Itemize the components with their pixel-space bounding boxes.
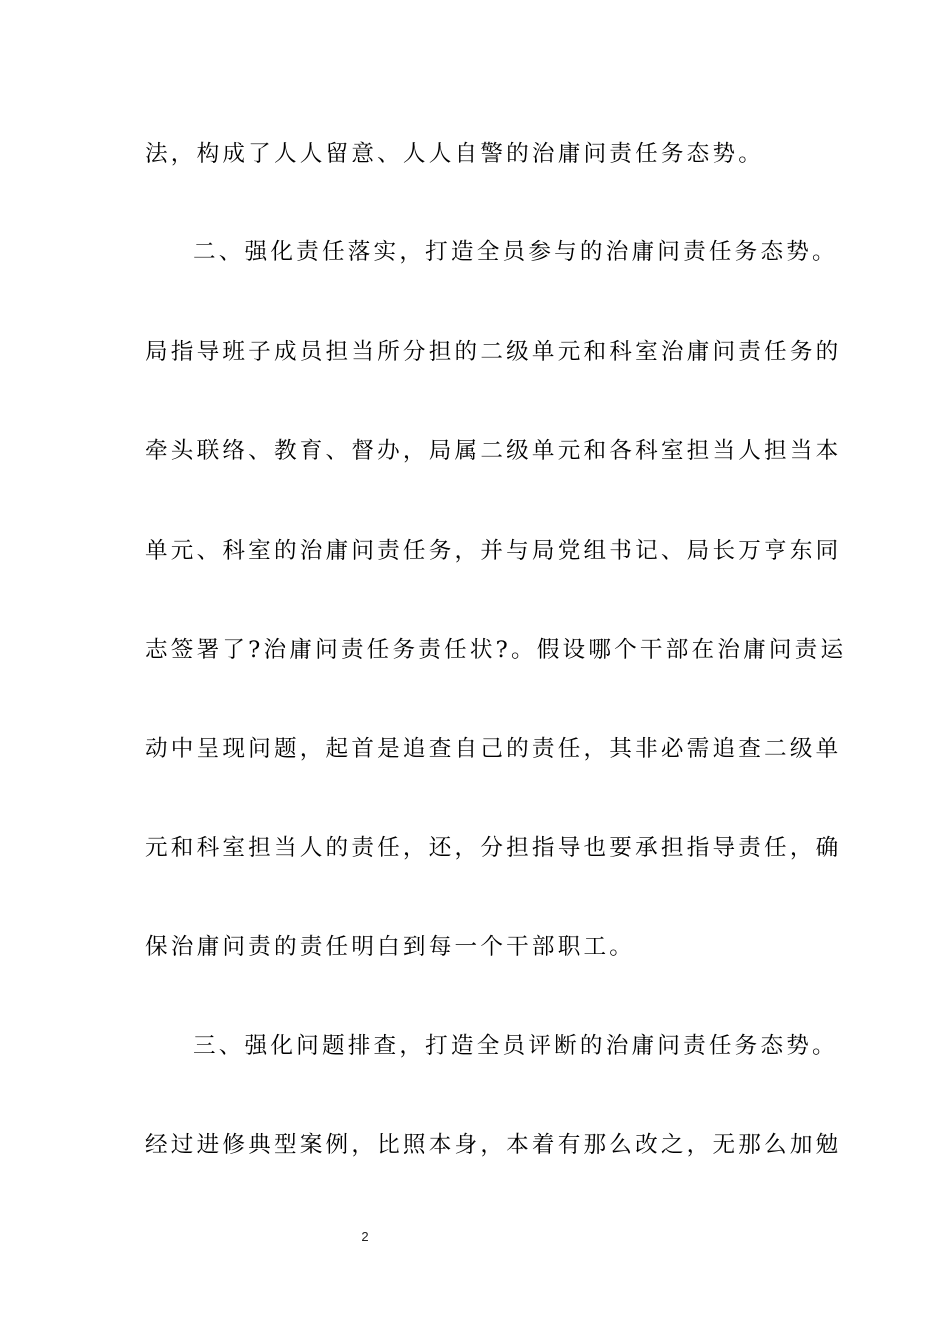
paragraph-line: 牵头联络、教育、督办，局属二级单元和各科室担当人担当本: [145, 438, 842, 464]
paragraph-line: 动中呈现问题，起首是追查自己的责任，其非必需追查二级单: [145, 736, 842, 762]
paragraph-line: 保治庸问责的责任明白到每一个干部职工。: [145, 934, 636, 960]
page-number: 2: [361, 1229, 369, 1244]
paragraph-line: 单元、科室的治庸问责任务，并与局党组书记、局长万亨东同: [145, 538, 842, 564]
section-heading-two: 二、强化责任落实，打造全员参与的治庸问责任务态势。: [193, 239, 838, 265]
paragraph-line: 元和科室担当人的责任，还，分担指导也要承担指导责任，确: [145, 835, 842, 861]
paragraph-line: 志签署了?治庸问责任务责任状?。假设哪个干部在治庸问责运: [145, 637, 847, 663]
paragraph-line: 经过进修典型案例，比照本身，本着有那么改之，无那么加勉: [145, 1132, 842, 1158]
section-heading-three: 三、强化问题排查，打造全员评断的治庸问责任务态势。: [193, 1033, 838, 1059]
paragraph-line: 局指导班子成员担当所分担的二级单元和科室治庸问责任务的: [145, 339, 842, 365]
paragraph-line-continuation: 法，构成了人人留意、人人自警的治庸问责任务态势。: [145, 141, 765, 167]
